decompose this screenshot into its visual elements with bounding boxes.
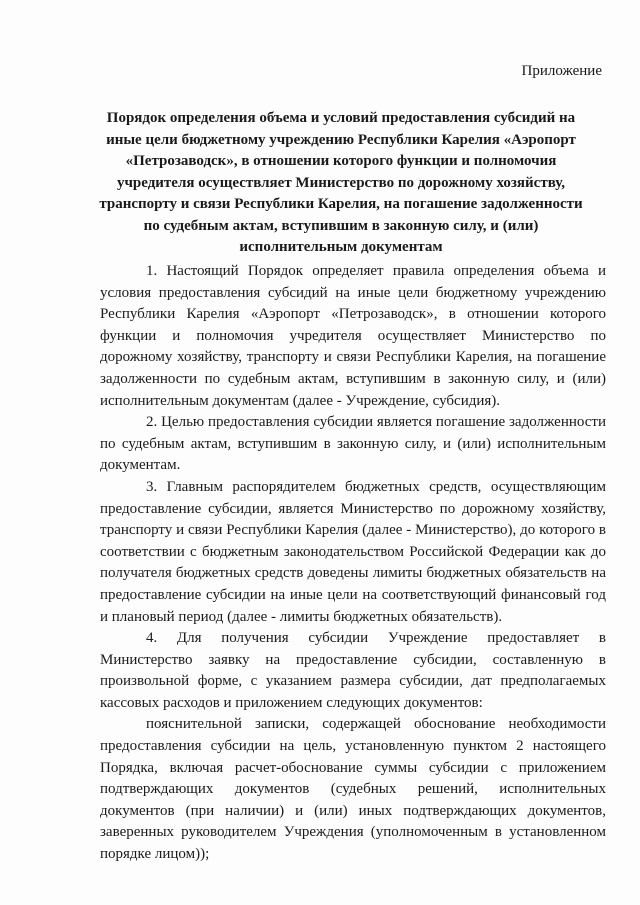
document-body — [100, 261, 606, 866]
paragraph-1: 1. Настоящий Порядок определяет правила определения объема и условия предоставления субсидий на иные цели бюджетному учреждению Республики Карелия «Аэропорт «Петрозаводск», в отношении которого функции и полномочия учредителя осуществляет Министерство по дорожному хозяйству, транспорту и связи Республики Карелия, на погашение задолженности по судебным актам, вступившим в законную силу, и (или) исполнительным документам (далее - Учреждение, субсидия). — [100, 263, 606, 409]
paragraph-4-item-explanatory-note: пояснительной записки, содержащей обоснование необходимости предоставления субсидии на цель, установленную пунктом 2 настоящего Порядка, включая расчет-обоснование суммы субсидии с приложением подтверждающих документов (судебных решений, исполнительных документов (при наличии) и (или) иных подтверждающих документов, заверенных руководителем Учреждения (уполномоченным в установленном порядке лицом)); — [100, 716, 606, 863]
document-title: Порядок определения объема и условий предоставления субсидий на иные цели бюджетному учреждению Республики Карелия «Аэропорт «Петрозаводск», в отношении которого функции и полномочия учредителя осуществляет Министерство по дорожному хозяйству, транспорту и связи Республики Карелия, на погашение задолженности по судебным актам, вступившим в законную силу, и (или) исполнительным документам — [99, 110, 583, 255]
paragraph-2: 2. Целью предоставления субсидии является погашение задолженности по судебным актам, вступившим в законную силу, и (или) исполнительным документам. — [100, 414, 606, 474]
appendix-label: Приложение — [521, 63, 602, 79]
paragraph-4: 4. Для получения субсидии Учреждение предоставляет в Министерство заявку на предоставление субсидии, составленную в произвольной форме, с указанием размера субсидии, дат предполагаемых кассовых расходов и приложением следующих документов: — [100, 630, 606, 711]
paragraph-3: 3. Главным распорядителем бюджетных средств, осуществляющим предоставление субсидии, является Министерство по дорожному хозяйству, транспорту и связи Республики Карелия (далее - Министерство), до которого в соответствии с бюджетным законодательством Российской Федерации как до получателя бюджетных средств доведены лимиты бюджетных обязательств на предоставление субсидии на иные цели на соответствующий финансовый год и плановый период (далее - лимиты бюджетных обязательств). — [100, 478, 606, 625]
